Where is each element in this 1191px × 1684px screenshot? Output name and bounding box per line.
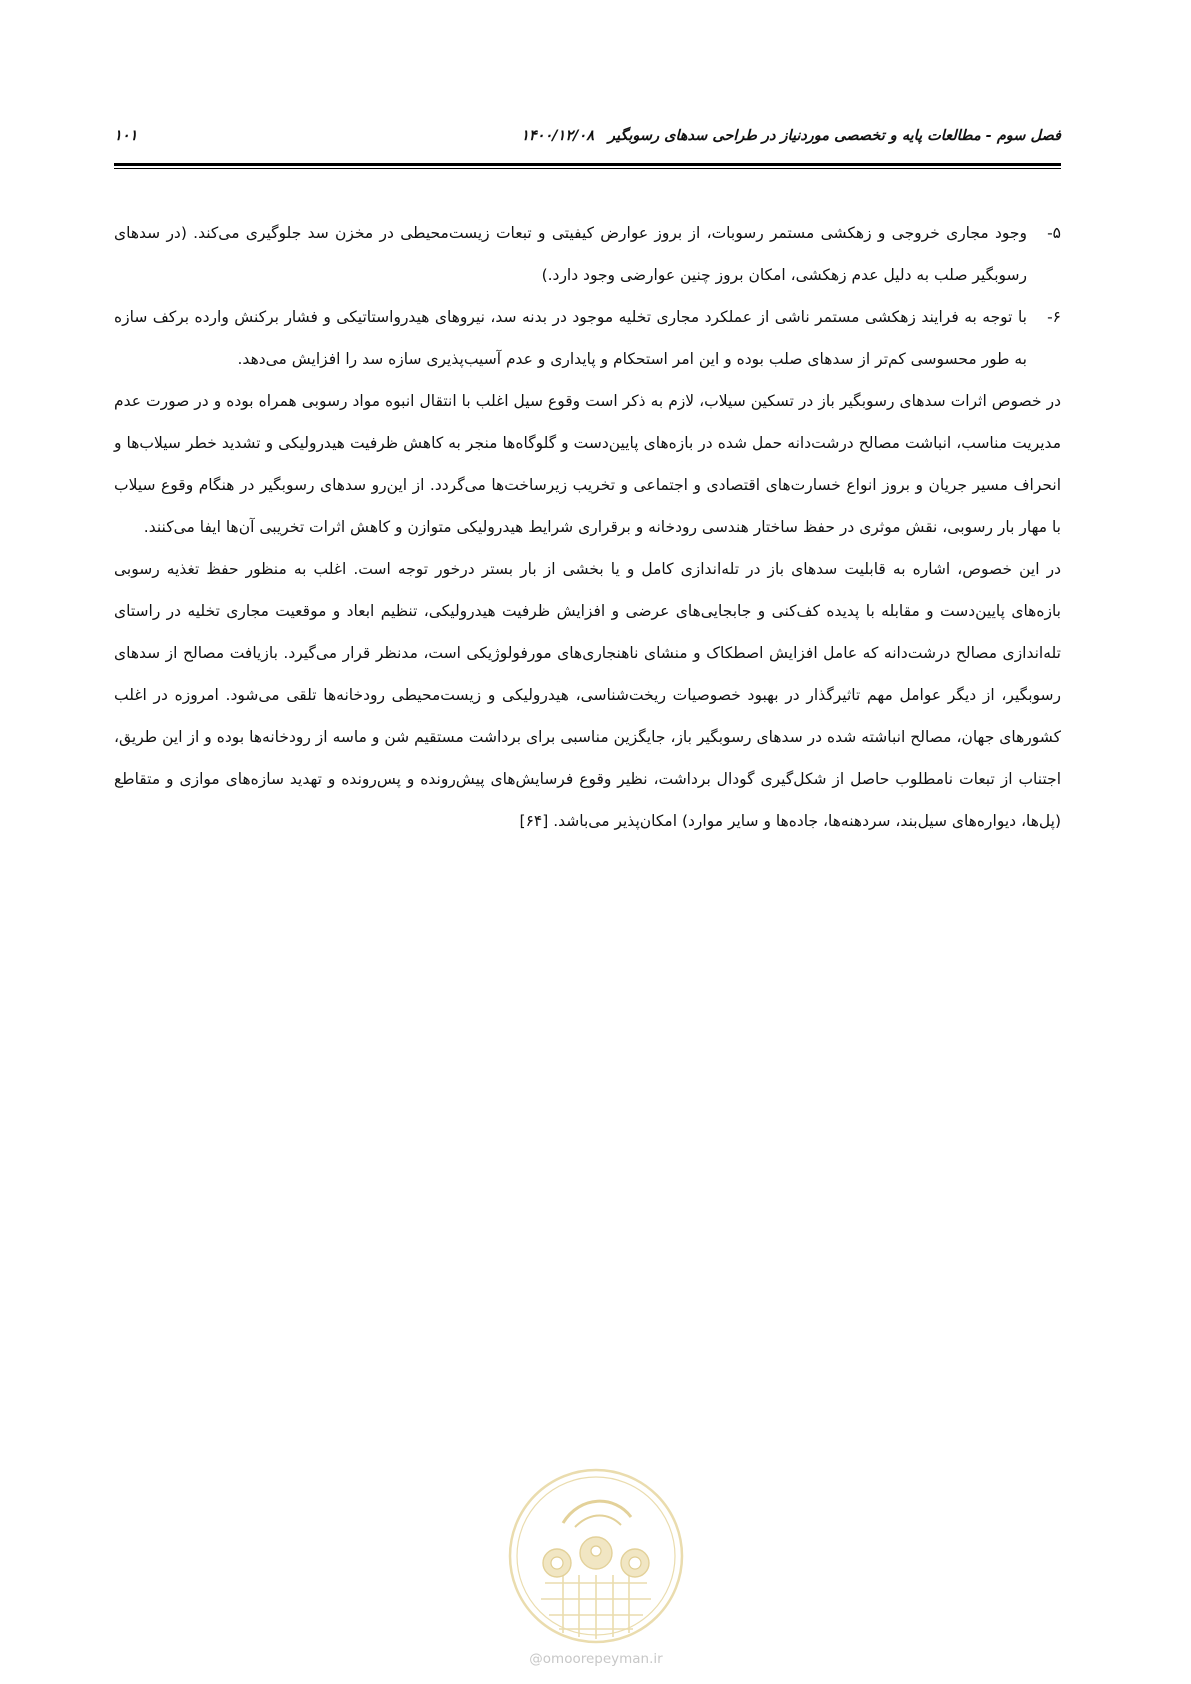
header-date: ۱۴۰۰/۱۲/۰۸ [521,128,595,144]
page-number: ۱۰۱ [114,128,138,144]
list-item-text: وجود مجاری خروجی و زهکشی مستمر رسوبات، از بروز عوارض کیفیتی و تبعات زیست‌محیطی در مخزن سد جلوگیری می‌کند. (در سدهای رسوبگیر صلب به دلیل عدم زهکشی، امکان بروز چنین عوارضی وجود دارد.) [114,224,1027,284]
body-paragraph: در خصوص اثرات سدهای رسوبگیر باز در تسکین سیلاب، لازم به ذکر است وقوع سیل اغلب با انتقال انبوه مواد رسوبی همراه بوده و در صورت عدم مدیریت مناسب، انباشت مصالح درشت‌دانه حمل شده در بازه‌های پایین‌دست و گلوگاه‌ها منجر به کاهش ظرفیت هیدرولیکی و تشدید خطر سیلاب‌ها و انحراف مسیر جریان و بروز انواع خسارت‌های اقتصادی و اجتماعی و تخریب زیرساخت‌ها می‌گردد. از این‌رو سدهای رسوبگیر در هنگام وقوع سیلاب با مهار بار رسوبی، نقش موثری در حفظ ساختار هندسی رودخانه و برقراری شرایط هیدرولیکی متوازن و کاهش اثرات تخریبی آن‌ها ایفا می‌کنند. [114,392,1061,536]
omoorepeyman-seal-icon [505,1465,687,1647]
watermark-seal [505,1465,687,1667]
list-item [114,296,1061,380]
list-item-number: ۵- [1047,224,1061,242]
page-header [114,128,1061,150]
header-rule-thin [114,168,1061,169]
header-rule-thick [114,163,1061,166]
chapter-title-text: فصل سوم - مطالعات پایه و تخصصی موردنیاز در طراحی سدهای رسوبگیر [608,128,1061,144]
list-item-text: با توجه به فرایند زهکشی مستمر ناشی از عملکرد مجاری تخلیه موجود در بدنه سد، نیروهای هیدرواستاتیکی و فشار برکنش وارده برکف سازه به طور محسوسی کم‌تر از سدهای صلب بوده و این امر استحکام و پایداری و عدم آسیب‌پذیری سازه سد را افزایش می‌دهد. [114,308,1027,368]
body-paragraph: در این خصوص، اشاره به قابلیت سدهای باز در تله‌اندازی کامل و یا بخشی از بار بستر درخور توجه است. اغلب به منظور حفظ تغذیه رسوبی بازه‌های پایین‌دست و مقابله با پدیده کف‌کنی و جابجایی‌های عرضی و افزایش ظرفیت هیدرولیکی، تنظیم ابعاد و موقعیت مجاری تخلیه در راستای تله‌اندازی مصالح درشت‌دانه که عامل افزایش اصطکاک و منشای ناهنجاری‌های مورفولوژیکی است، مدنظر قرار می‌گیرد. بازیافت مصالح از سدهای رسوبگیر، از دیگر عوامل مهم تاثیرگذار در بهبود خصوصیات ریخت‌شناسی، هیدرولیکی و زیست‌محیطی رودخانه‌ها تلقی می‌شود. امروزه در اغلب کشورهای جهان، مصالح انباشته شده در سدهای رسوبگیر باز، جایگزین مناسبی برای برداشت مستقیم شن و ماسه از رودخانه‌ها بوده و از این طریق، اجتناب از تبعات نامطلوب حاصل از شکل‌گیری گودال برداشت، نظیر وقوع فرسایش‌های پیش‌رونده و پس‌رونده و تهدید سازه‌های موازی و متقاطع (پل‌ها، دیواره‌های سیل‌بند، سردهنه‌ها، جاده‌ها و سایر موارد) امکان‌پذیر می‌باشد. [۶۴] [114,560,1061,830]
watermark-url: @omoorepeyman.ir [529,1651,663,1667]
document-body [114,212,1061,842]
list-item-number: ۶- [1047,308,1061,326]
list-item [114,212,1061,296]
chapter-title [521,128,1061,144]
